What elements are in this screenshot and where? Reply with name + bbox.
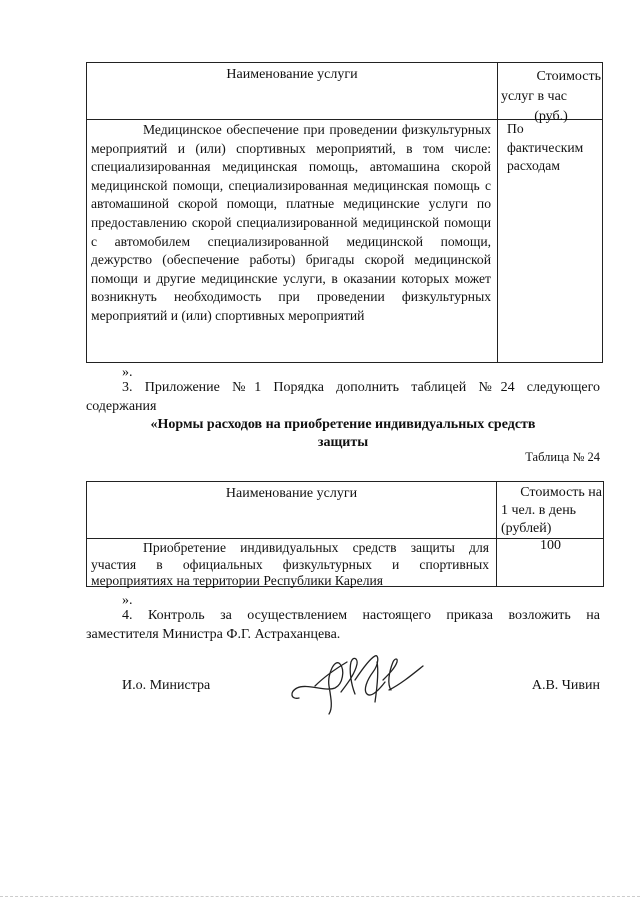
signatory-position: И.о. Министра [122,678,211,693]
paragraph-4-line-2: заместителя Министра Ф.Г. Астраханцева. [86,627,341,642]
page-bottom-edge [0,896,640,898]
paragraph-4-line-1: 4. Контроль за осуществлением настоящего приказа возложить на [122,608,600,623]
paragraph-3-line-2: содержания [86,399,157,414]
table-cell-cost: 100 [540,538,561,553]
table-cell-service: Медицинское обеспечение при проведении физкультурных мероприятий и (или) спортивных мероприятий, в том числе: специализированная медицинская помощь, автомашина скорой медицинской помощи, специализированная медицинская помощь с автомашиной скорой помощи, платные медицинские услуги по предоставлению скорой специализированной медицинской помощи с автомобилем специализированной медицинской помощи, дежурство (обеспечение работы) бригады скорой медицинской помощи и другие медицинские услуги, в оказании которых может возникнуть необходимость при проведении физкультурных мероприятий и (или) спортивных мероприятий [91,122,491,323]
table-divider [497,63,498,362]
column-header-cost: Стоимость на 1 чел. в день (рублей) [501,485,602,536]
table-divider [496,482,497,586]
services-table-1 [86,62,603,363]
handwritten-signature [285,650,435,720]
closing-quote: ». [122,365,133,380]
table-cell-cost: По фактическим расходам [507,121,584,174]
table-cell-service: Приобретение индивидуальных средств защиты для участия в официальных физкультурных и спортивных мероприятиях на территории Республики Карелия [91,540,489,588]
paragraph-3-line-1: 3. Приложение №1 Порядка дополнить таблицей №24 следующего [122,380,600,395]
column-header-name: Наименование услуги [226,67,358,82]
signatory-name: А.В. Чивин [531,678,600,693]
services-table-2 [86,481,604,587]
column-header-cost: Стоимость услуг в час (руб.) [501,69,601,124]
closing-quote: ». [122,593,133,608]
table-number: Таблица № 24 [525,450,600,464]
column-header-name: Наименование услуги [225,486,358,501]
section-heading: «Нормы расходов на приобретение индивидуальных средств защиты [150,417,536,450]
